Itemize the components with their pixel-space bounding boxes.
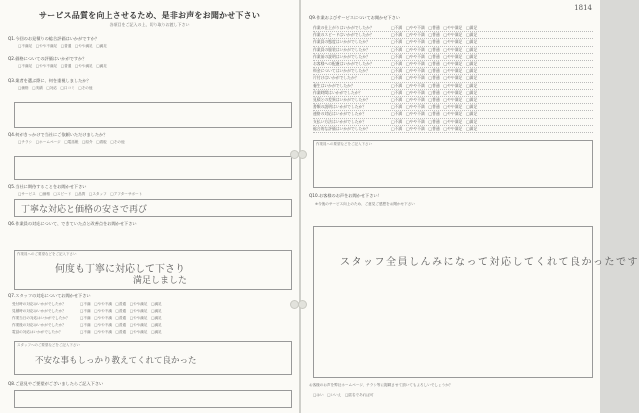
question-6-handwritten-answer-line1: 何度も丁寧に対応して下さり xyxy=(55,264,185,275)
survey-title: サービス品質を向上させるため、是非お声をお聞かせ下さい xyxy=(38,11,261,20)
question-5: Q5.当社に期待することをお聞かせ下さい xyxy=(8,184,87,189)
question-8-answer-box[interactable] xyxy=(14,390,292,408)
punch-hole xyxy=(298,300,307,309)
question-5-handwritten-answer: 丁寧な対応と価格の安さで再び xyxy=(21,205,148,215)
q7-row-3-label: 作業当日の対応はいかがでしたか？ xyxy=(12,316,70,320)
q9-row-options[interactable]: □不満 □やや不満 □普通 □やや満足 □満足 xyxy=(391,104,478,110)
page-number: 1814 xyxy=(574,4,592,12)
question-6: Q6.作業員の対応について、できていた点と改善点をお聞かせ下さい xyxy=(8,221,137,226)
q9-row-label: 作業員の態度はいかがでしたか？ xyxy=(313,39,370,45)
question-7: Q7.スタッフの対応についてお聞かせ下さい xyxy=(8,293,91,298)
punch-hole xyxy=(298,150,307,159)
question-10: Q10.お客様のお声をお聞かせ下さい！ xyxy=(309,193,382,198)
question-9-box-label: 作業員への要望などをご記入下さい xyxy=(316,142,372,146)
question-6-answer-box[interactable] xyxy=(14,250,292,290)
q9-row-label: 養生はいかがでしたか？ xyxy=(313,82,355,88)
q9-row-label: 料金についてはいかがでしたか？ xyxy=(313,68,370,74)
survey-subtitle: 各項目をご記入の上、切り取りお渡し下さい xyxy=(109,22,190,27)
question-10-answer-box[interactable] xyxy=(313,226,639,378)
q9-row-label: 連絡の対応はいかがでしたか？ xyxy=(313,111,367,117)
question-3-options[interactable]: □価格 □実績 □対応 □口コミ □その他 xyxy=(18,86,93,90)
q9-row-options[interactable]: □不満 □やや不満 □普通 □やや満足 □満足 xyxy=(391,46,478,52)
question-1: Q1.今回のお見積りの総合評価はいかがですか？ xyxy=(8,36,100,41)
q9-row-label: お客様への配慮はいかがでしたか？ xyxy=(313,61,374,66)
question-6-handwritten-answer-line2: 満足しました xyxy=(133,276,188,286)
q9-row-options[interactable]: □不満 □やや不満 □普通 □やや満足 □満足 xyxy=(391,68,478,74)
q9-row-label: 書類の説明はいかがでしたか？ xyxy=(313,104,367,110)
question-3-comment-box[interactable] xyxy=(14,102,292,128)
question-7-answer-box[interactable] xyxy=(14,341,292,375)
question-6-box-label: 作業員へのご要望などをご記入下さい xyxy=(17,252,77,256)
q7-row-5-label: 電話の対応はいかがでしたか？ xyxy=(12,330,63,334)
q7-row-4-label: 作業後の対応はいかがでしたか？ xyxy=(12,323,66,327)
question-10-handwritten-answer: スタッフ全員しんみになって対応してくれて良かったです xyxy=(340,257,639,268)
q9-row[interactable] xyxy=(313,125,593,133)
q7-row-3-options[interactable]: □不満 □やや不満 □普通 □やや満足 □満足 xyxy=(80,316,162,320)
q9-row-options[interactable]: □不満 □やや不満 □普通 □やや満足 □満足 xyxy=(391,82,478,88)
right-page xyxy=(301,0,639,413)
question-5-answer-box[interactable] xyxy=(14,199,292,217)
q9-row-options[interactable]: □不満 □やや不満 □普通 □やや満足 □満足 xyxy=(391,32,478,38)
q9-row-options[interactable]: □不満 □やや不満 □普通 □やや満足 □満足 xyxy=(391,53,478,59)
question-10-note: ※今後のサービス向上のため、ご意見ご感想をお聞かせ下さい xyxy=(315,202,415,206)
q9-row-label: 総合的な評価はいかがでしたか？ xyxy=(313,125,370,131)
q7-row-5-options[interactable]: □不満 □やや不満 □普通 □やや満足 □満足 xyxy=(80,330,162,334)
publish-permission-question: お客様のお声を弊社ホームページ、チラシ等に掲載させて頂いてもよろしいでしょうか？ xyxy=(309,383,453,387)
question-8: Q8.ご意見やご要望がございましたらご記入下さい xyxy=(8,381,104,386)
q7-row-1-options[interactable]: □不満 □やや不満 □普通 □やや満足 □満足 xyxy=(80,302,162,306)
question-7-handwritten-answer: 不安な事もしっかり教えてくれて良かった xyxy=(35,356,197,366)
q9-row-label: 作業のスピードはいかがでしたか？ xyxy=(313,32,374,38)
q9-row-options[interactable]: □不満 □やや不満 □普通 □やや満足 □満足 xyxy=(391,39,478,45)
question-2-options[interactable]: □不満足 □やや不満足 □普通 □やや満足 □満足 xyxy=(18,64,107,68)
q9-row-label: 作業時間はいかがでしたか？ xyxy=(313,89,363,95)
q9-row-label: 見積との差異はいかがでしたか？ xyxy=(313,97,370,102)
publish-permission-options[interactable]: □はい □いいえ □匿名であれば可 xyxy=(313,393,374,397)
q9-row-label: 作業の仕上がりはいかがでしたか？ xyxy=(313,25,374,30)
question-2: Q2.価格についての評価はいかがですか？ xyxy=(8,56,87,61)
q9-row-options[interactable]: □不満 □やや不満 □普通 □やや満足 □満足 xyxy=(391,75,478,81)
question-1-options[interactable]: □不満足 □やや不満足 □普通 □やや満足 □満足 xyxy=(18,44,107,48)
question-3: Q3.業者を選ぶ際に、何を重視しましたか？ xyxy=(8,78,91,83)
q9-row-options[interactable]: □不満 □やや不満 □普通 □やや満足 □満足 xyxy=(391,61,478,66)
q7-row-4-options[interactable]: □不満 □やや不満 □普通 □やや満足 □満足 xyxy=(80,323,162,327)
q9-row-label: 支払い方法はいかがでしたか？ xyxy=(313,118,367,124)
q7-row-2-label: 見積時の対応はいかがでしたか？ xyxy=(12,309,66,313)
q9-row-options[interactable]: □不満 □やや不満 □普通 □やや満足 □満足 xyxy=(391,89,478,95)
q9-row-options[interactable]: □不満 □やや不満 □普通 □やや満足 □満足 xyxy=(391,25,478,30)
question-5-options[interactable]: □サービス □価格 □スピード □品質 □スタッフ □アフターサポート xyxy=(18,192,143,196)
question-7-box-label: スタッフへのご要望などをご記入下さい xyxy=(17,343,80,347)
q9-row-label: 片付けはいかがでしたか？ xyxy=(313,75,359,81)
q7-row-2-options[interactable]: □不満 □やや不満 □普通 □やや満足 □満足 xyxy=(80,309,162,313)
q9-row-label: 作業員の服装はいかがでしたか？ xyxy=(313,46,370,52)
question-9: Q9.作業およびサービスについてお聞かせ下さい xyxy=(309,15,400,20)
q9-row-options[interactable]: □不満 □やや不満 □普通 □やや満足 □満足 xyxy=(391,111,478,117)
question-4-options[interactable]: □チラシ □ホームページ □電話帳 □紹介 □看板 □その他 xyxy=(18,140,125,144)
q9-row-options[interactable]: □不満 □やや不満 □普通 □やや満足 □満足 xyxy=(391,97,478,102)
question-4: Q4.何がきっかけで当社にご依頼いただけましたか？ xyxy=(8,132,108,137)
q7-row-1-label: 受付時の対応はいかがでしたか？ xyxy=(12,302,66,306)
question-9-comment-box[interactable] xyxy=(313,140,593,188)
q9-row-options[interactable]: □不満 □やや不満 □普通 □やや満足 □満足 xyxy=(391,118,478,124)
left-page xyxy=(0,0,299,413)
q9-row-label: 作業前の説明はいかがでしたか？ xyxy=(313,53,370,59)
question-4-comment-box[interactable] xyxy=(14,156,292,180)
q9-row-options[interactable]: □不満 □やや不満 □普通 □やや満足 □満足 xyxy=(391,125,478,131)
